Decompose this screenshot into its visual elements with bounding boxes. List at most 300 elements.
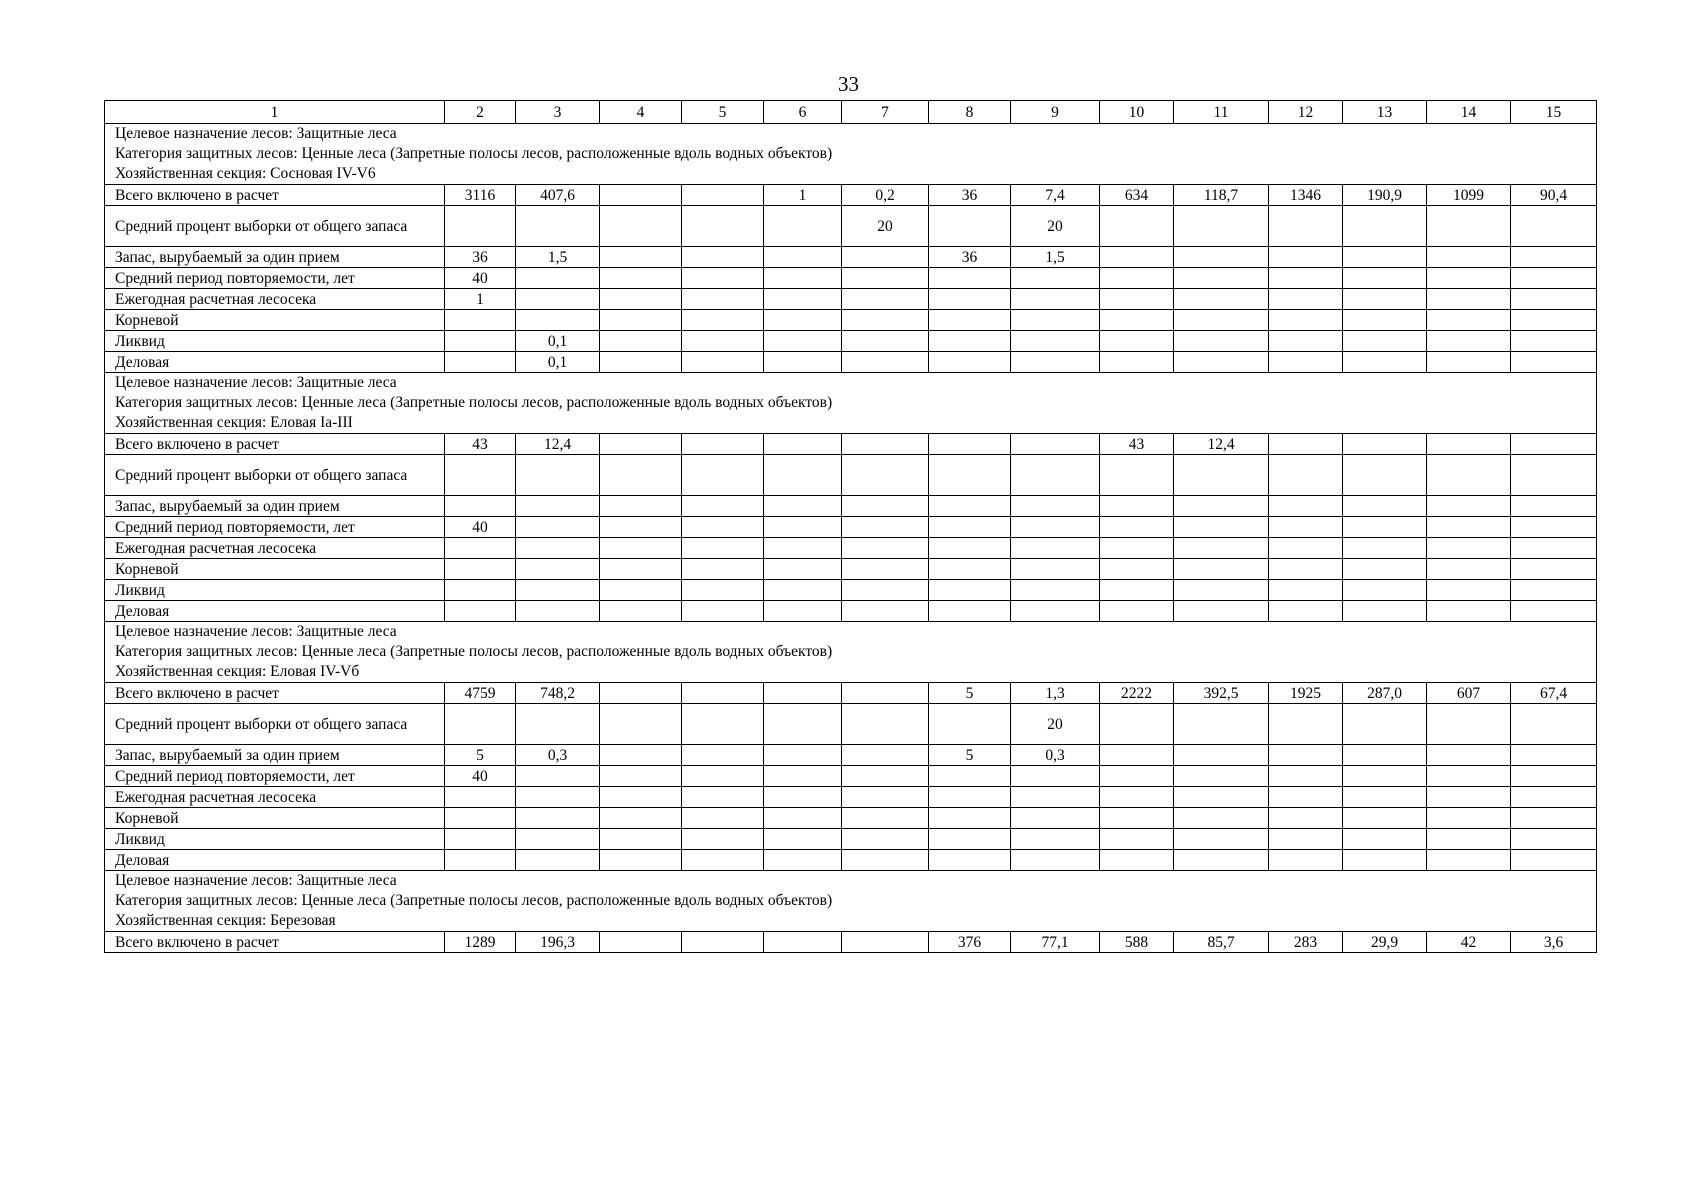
table-cell xyxy=(682,580,764,601)
table-cell xyxy=(842,517,929,538)
table-cell: 1 xyxy=(764,185,842,206)
table-cell xyxy=(682,850,764,871)
section-header xyxy=(105,622,1597,683)
section-header-line: Хозяйственная секция: Еловая IV-Vб xyxy=(115,663,360,680)
table-cell xyxy=(929,206,1011,247)
table-cell xyxy=(516,850,600,871)
table-cell xyxy=(1427,289,1511,310)
table-cell: 2222 xyxy=(1100,683,1174,704)
section-header-line: Целевое назначение лесов: Защитные леса xyxy=(115,125,397,142)
table-cell xyxy=(1100,247,1174,268)
table-cell xyxy=(1343,352,1427,373)
table-cell xyxy=(842,704,929,745)
table-cell xyxy=(1174,331,1269,352)
table-cell xyxy=(1100,601,1174,622)
table-cell xyxy=(842,496,929,517)
table-cell xyxy=(929,787,1011,808)
table-cell: 36 xyxy=(445,247,516,268)
column-number-3: 3 xyxy=(516,101,600,124)
row-label: Деловая xyxy=(105,601,445,622)
table-cell: 77,1 xyxy=(1011,932,1100,953)
table-cell xyxy=(1174,352,1269,373)
table-cell: 0,1 xyxy=(516,352,600,373)
table-cell xyxy=(842,808,929,829)
column-number-6: 6 xyxy=(764,101,842,124)
table-cell xyxy=(842,559,929,580)
page-number: 33 xyxy=(838,72,859,96)
table-cell xyxy=(600,850,682,871)
table-cell: 0,2 xyxy=(842,185,929,206)
table-row xyxy=(105,538,1597,559)
table-cell xyxy=(516,559,600,580)
table-cell xyxy=(1011,289,1100,310)
table-cell xyxy=(842,434,929,455)
table-cell xyxy=(445,331,516,352)
table-cell xyxy=(1511,268,1597,289)
table-cell xyxy=(1174,517,1269,538)
table-cell: 118,7 xyxy=(1174,185,1269,206)
table-cell xyxy=(445,850,516,871)
table-cell: 40 xyxy=(445,766,516,787)
table-cell xyxy=(1427,787,1511,808)
table-cell xyxy=(1427,455,1511,496)
table-cell xyxy=(1100,517,1174,538)
table-cell: 1346 xyxy=(1269,185,1343,206)
table-cell xyxy=(1174,206,1269,247)
table-cell: 1289 xyxy=(445,932,516,953)
column-number-13: 13 xyxy=(1343,101,1427,124)
table-cell xyxy=(1269,745,1343,766)
row-label: Средний период повторяемости, лет xyxy=(105,268,445,289)
table-cell xyxy=(600,331,682,352)
table-cell xyxy=(929,704,1011,745)
table-cell xyxy=(600,517,682,538)
table-cell xyxy=(682,185,764,206)
table-cell xyxy=(516,538,600,559)
table-cell xyxy=(1100,850,1174,871)
table-cell: 607 xyxy=(1427,683,1511,704)
table-cell xyxy=(1174,601,1269,622)
table-cell xyxy=(1174,247,1269,268)
table-cell xyxy=(1511,310,1597,331)
table-cell xyxy=(764,808,842,829)
table-row xyxy=(105,310,1597,331)
table-cell xyxy=(1343,206,1427,247)
table-cell xyxy=(1343,538,1427,559)
table-cell xyxy=(1511,829,1597,850)
row-label: Ежегодная расчетная лесосека xyxy=(105,538,445,559)
table-cell xyxy=(1174,850,1269,871)
table-cell xyxy=(1511,538,1597,559)
row-label: Корневой xyxy=(105,559,445,580)
table-cell xyxy=(764,206,842,247)
table-cell xyxy=(1100,787,1174,808)
table-cell xyxy=(842,850,929,871)
row-label: Всего включено в расчет xyxy=(105,683,445,704)
table-cell xyxy=(1427,352,1511,373)
table-cell xyxy=(764,331,842,352)
table-cell xyxy=(1269,704,1343,745)
table-cell xyxy=(1011,352,1100,373)
table-row xyxy=(105,455,1597,496)
row-label: Корневой xyxy=(105,808,445,829)
table-cell xyxy=(1427,247,1511,268)
table-cell xyxy=(445,601,516,622)
table-cell: 5 xyxy=(929,683,1011,704)
table-cell xyxy=(929,601,1011,622)
table-cell xyxy=(842,932,929,953)
table-cell xyxy=(1343,829,1427,850)
section-header xyxy=(105,124,1597,185)
table-cell xyxy=(1011,766,1100,787)
table-cell xyxy=(445,704,516,745)
table-cell xyxy=(682,745,764,766)
table-cell xyxy=(1343,704,1427,745)
table-cell xyxy=(1011,601,1100,622)
table-cell xyxy=(1174,289,1269,310)
table-cell xyxy=(929,517,1011,538)
table-cell xyxy=(764,496,842,517)
table-cell xyxy=(1343,808,1427,829)
table-cell xyxy=(1011,496,1100,517)
table-row xyxy=(105,704,1597,745)
section-header xyxy=(105,871,1597,932)
table-cell: 36 xyxy=(929,185,1011,206)
table-cell: 40 xyxy=(445,268,516,289)
table-cell xyxy=(445,352,516,373)
table-cell xyxy=(1174,787,1269,808)
table-cell xyxy=(445,829,516,850)
section-header-line: Категория защитных лесов: Ценные леса (Запретные полосы лесов, расположенные вдоль водных объектов) xyxy=(115,394,833,411)
table-cell: 287,0 xyxy=(1343,683,1427,704)
row-label: Ликвид xyxy=(105,829,445,850)
table-row xyxy=(105,268,1597,289)
table-cell: 1099 xyxy=(1427,185,1511,206)
table-cell xyxy=(1427,538,1511,559)
table-cell xyxy=(764,601,842,622)
table-cell: 5 xyxy=(929,745,1011,766)
table-cell xyxy=(929,289,1011,310)
column-number-11: 11 xyxy=(1174,101,1269,124)
table-cell xyxy=(842,580,929,601)
table-cell xyxy=(682,455,764,496)
table-cell xyxy=(929,455,1011,496)
table-cell xyxy=(1100,310,1174,331)
table-cell xyxy=(1511,289,1597,310)
table-cell xyxy=(1269,850,1343,871)
table-cell xyxy=(929,766,1011,787)
table-cell xyxy=(600,829,682,850)
table-cell xyxy=(682,787,764,808)
column-number-10: 10 xyxy=(1100,101,1174,124)
table-cell: 7,4 xyxy=(1011,185,1100,206)
table-cell xyxy=(1343,268,1427,289)
table-cell xyxy=(1174,808,1269,829)
table-cell xyxy=(682,766,764,787)
column-number-7: 7 xyxy=(842,101,929,124)
table-cell: 0,3 xyxy=(516,745,600,766)
table-cell xyxy=(600,289,682,310)
table-cell xyxy=(842,331,929,352)
table-cell xyxy=(1427,580,1511,601)
table-cell: 4759 xyxy=(445,683,516,704)
table-cell xyxy=(600,601,682,622)
table-cell xyxy=(842,352,929,373)
table-cell: 1,5 xyxy=(1011,247,1100,268)
section-header-row xyxy=(105,373,1597,434)
table-cell xyxy=(600,766,682,787)
table-cell xyxy=(600,247,682,268)
column-number-2: 2 xyxy=(445,101,516,124)
table-cell xyxy=(929,808,1011,829)
table-cell xyxy=(600,704,682,745)
table-cell xyxy=(1511,352,1597,373)
row-label: Средний период повторяемости, лет xyxy=(105,517,445,538)
table-cell xyxy=(842,455,929,496)
table-cell xyxy=(1343,745,1427,766)
table-cell xyxy=(764,455,842,496)
table-cell xyxy=(1427,745,1511,766)
table-cell xyxy=(516,496,600,517)
table-cell xyxy=(1427,601,1511,622)
table-cell xyxy=(1011,517,1100,538)
table-cell xyxy=(1511,517,1597,538)
table-row xyxy=(105,185,1597,206)
table-cell: 43 xyxy=(1100,434,1174,455)
table-cell xyxy=(516,455,600,496)
table-cell xyxy=(682,496,764,517)
table-cell xyxy=(1511,580,1597,601)
table-cell xyxy=(1011,310,1100,331)
table-cell xyxy=(1343,289,1427,310)
table-cell: 40 xyxy=(445,517,516,538)
table-cell xyxy=(1100,206,1174,247)
table-cell xyxy=(842,683,929,704)
table-row xyxy=(105,247,1597,268)
section-header-line: Хозяйственная секция: Сосновая IV-V6 xyxy=(115,165,376,182)
table-cell xyxy=(842,601,929,622)
row-label: Средний процент выборки от общего запаса xyxy=(105,704,445,745)
section-header xyxy=(105,373,1597,434)
table-cell xyxy=(929,352,1011,373)
table-cell xyxy=(764,289,842,310)
table-cell xyxy=(1100,496,1174,517)
table-cell xyxy=(842,766,929,787)
table-cell xyxy=(1011,455,1100,496)
table-cell xyxy=(1511,787,1597,808)
table-cell xyxy=(764,538,842,559)
column-number-15: 15 xyxy=(1511,101,1597,124)
column-number-12: 12 xyxy=(1269,101,1343,124)
row-label: Корневой xyxy=(105,310,445,331)
table-cell xyxy=(682,247,764,268)
table-cell xyxy=(1100,704,1174,745)
table-cell xyxy=(1011,787,1100,808)
table-row xyxy=(105,559,1597,580)
table-cell xyxy=(929,310,1011,331)
table-cell xyxy=(1343,787,1427,808)
table-cell xyxy=(600,434,682,455)
table-cell xyxy=(764,932,842,953)
table-cell xyxy=(600,268,682,289)
table-cell xyxy=(764,580,842,601)
section-header-line: Категория защитных лесов: Ценные леса (Запретные полосы лесов, расположенные вдоль водных объектов) xyxy=(115,145,833,162)
table-cell xyxy=(1174,704,1269,745)
table-cell xyxy=(929,496,1011,517)
table-cell: 85,7 xyxy=(1174,932,1269,953)
table-row xyxy=(105,829,1597,850)
table-cell xyxy=(764,745,842,766)
table-cell xyxy=(1427,766,1511,787)
table-cell xyxy=(1100,268,1174,289)
table-cell xyxy=(445,808,516,829)
table-cell xyxy=(1269,455,1343,496)
table-cell: 0,3 xyxy=(1011,745,1100,766)
table-cell xyxy=(929,268,1011,289)
table-cell xyxy=(600,787,682,808)
table-cell: 1925 xyxy=(1269,683,1343,704)
table-cell xyxy=(764,268,842,289)
table-cell xyxy=(682,808,764,829)
table-cell xyxy=(1427,496,1511,517)
row-label: Всего включено в расчет xyxy=(105,932,445,953)
table-row xyxy=(105,580,1597,601)
table-cell xyxy=(929,538,1011,559)
table-cell: 43 xyxy=(445,434,516,455)
section-header-line: Категория защитных лесов: Ценные леса (Запретные полосы лесов, расположенные вдоль водных объектов) xyxy=(115,892,833,909)
table-cell xyxy=(1427,808,1511,829)
table-cell xyxy=(600,580,682,601)
table-cell xyxy=(764,704,842,745)
table-cell xyxy=(1011,538,1100,559)
table-cell xyxy=(1174,310,1269,331)
table-cell xyxy=(1343,559,1427,580)
table-cell xyxy=(1100,808,1174,829)
table-cell xyxy=(1427,310,1511,331)
allowable-cut-table xyxy=(104,100,1597,953)
table-cell xyxy=(929,331,1011,352)
table-cell xyxy=(1511,455,1597,496)
section-header-row xyxy=(105,124,1597,185)
table-cell xyxy=(516,289,600,310)
column-number-14: 14 xyxy=(1427,101,1511,124)
table-cell xyxy=(1511,704,1597,745)
table-cell xyxy=(1174,745,1269,766)
table-cell xyxy=(1269,580,1343,601)
table-cell xyxy=(445,455,516,496)
table-cell: 12,4 xyxy=(1174,434,1269,455)
table-cell xyxy=(1343,580,1427,601)
table-cell xyxy=(764,766,842,787)
table-cell: 12,4 xyxy=(516,434,600,455)
table-cell xyxy=(682,559,764,580)
table-cell xyxy=(842,289,929,310)
table-cell: 748,2 xyxy=(516,683,600,704)
table-cell: 36 xyxy=(929,247,1011,268)
row-label: Всего включено в расчет xyxy=(105,434,445,455)
table-cell: 20 xyxy=(1011,704,1100,745)
section-header-row xyxy=(105,871,1597,932)
table-cell xyxy=(445,559,516,580)
table-cell xyxy=(1269,289,1343,310)
table-cell: 1 xyxy=(445,289,516,310)
table-cell xyxy=(842,745,929,766)
table-cell xyxy=(1269,787,1343,808)
table-cell xyxy=(842,787,929,808)
table-cell: 3,6 xyxy=(1511,932,1597,953)
table-cell: 1,3 xyxy=(1011,683,1100,704)
table-row xyxy=(105,932,1597,953)
table-cell xyxy=(1343,310,1427,331)
table-row xyxy=(105,289,1597,310)
table-cell xyxy=(1269,538,1343,559)
section-header-row xyxy=(105,622,1597,683)
table-row xyxy=(105,766,1597,787)
table-cell: 1,5 xyxy=(516,247,600,268)
row-label: Средний процент выборки от общего запаса xyxy=(105,455,445,496)
table-row xyxy=(105,517,1597,538)
table-cell xyxy=(1100,559,1174,580)
table-cell: 42 xyxy=(1427,932,1511,953)
table-row xyxy=(105,496,1597,517)
row-label: Средний период повторяемости, лет xyxy=(105,766,445,787)
table-cell xyxy=(682,538,764,559)
table-row xyxy=(105,808,1597,829)
table-cell xyxy=(842,268,929,289)
table-cell xyxy=(682,206,764,247)
table-cell xyxy=(1427,704,1511,745)
table-cell xyxy=(1100,331,1174,352)
column-number-row xyxy=(105,101,1597,124)
table-cell xyxy=(516,704,600,745)
table-row xyxy=(105,745,1597,766)
table-row xyxy=(105,683,1597,704)
table-cell xyxy=(1269,601,1343,622)
table-cell xyxy=(929,829,1011,850)
table-cell xyxy=(1343,455,1427,496)
table-cell xyxy=(1269,247,1343,268)
table-cell xyxy=(1100,289,1174,310)
table-row xyxy=(105,206,1597,247)
column-number-1: 1 xyxy=(105,101,445,124)
table-cell xyxy=(445,787,516,808)
column-number-8: 8 xyxy=(929,101,1011,124)
table-cell xyxy=(682,310,764,331)
table-cell xyxy=(1269,434,1343,455)
table-cell xyxy=(1011,559,1100,580)
table-cell xyxy=(1269,517,1343,538)
table-cell xyxy=(1427,517,1511,538)
row-label: Деловая xyxy=(105,352,445,373)
table-cell xyxy=(1011,580,1100,601)
table-cell xyxy=(929,580,1011,601)
table-cell xyxy=(516,206,600,247)
table-cell xyxy=(1100,829,1174,850)
table-cell: 190,9 xyxy=(1343,185,1427,206)
table-row xyxy=(105,601,1597,622)
table-cell xyxy=(1269,331,1343,352)
table-cell: 196,3 xyxy=(516,932,600,953)
table-cell xyxy=(1100,455,1174,496)
table-cell xyxy=(764,434,842,455)
table-cell: 29,9 xyxy=(1343,932,1427,953)
table-cell xyxy=(1100,766,1174,787)
table-cell xyxy=(764,850,842,871)
table-cell xyxy=(1011,331,1100,352)
table-cell xyxy=(1269,766,1343,787)
table-cell xyxy=(764,310,842,331)
table-cell xyxy=(1011,434,1100,455)
